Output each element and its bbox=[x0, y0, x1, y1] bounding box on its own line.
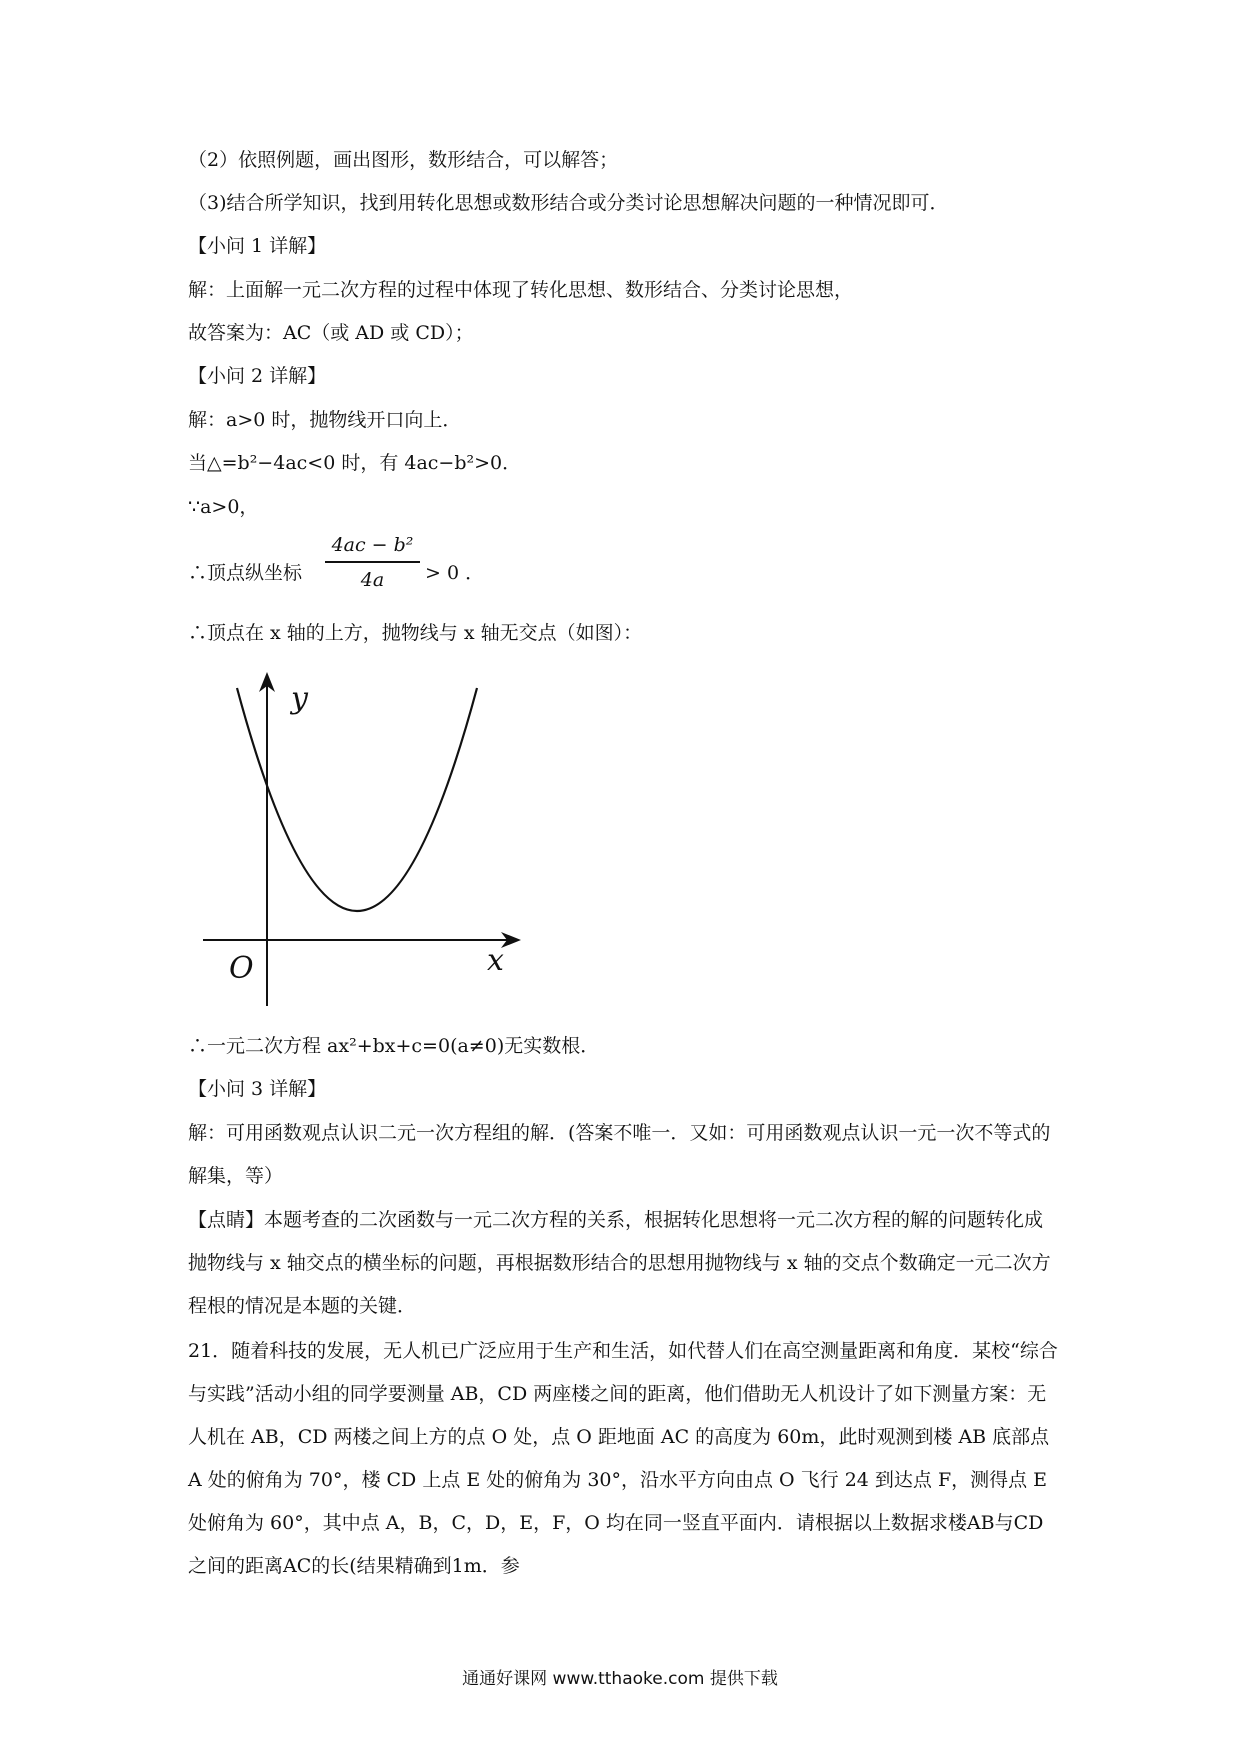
section-heading: 【小问 1 详解】 bbox=[188, 235, 327, 257]
page-footer: 通通好课网 www.tthaoke.com 提供下载 bbox=[462, 1669, 778, 1689]
solution-line: 解：a>0 时，抛物线开口向上． bbox=[188, 409, 462, 431]
vertex-line-prefix: ∴顶点纵坐标 bbox=[188, 562, 303, 584]
solution-line: （2）依照例题，画出图形，数形结合，可以解答； bbox=[188, 149, 619, 171]
question-paragraph: 21．随着科技的发展，无人机已广泛应用于生产和生活，如代替人们在高空测量距离和角度．某校“综合与实践”活动小组的同学要测量 AB，CD 两座楼之间的距离，他们借助无人机设计了如下测量方案：无人机在 AB，CD 两楼之间上方的点 O 处，点 O 距地面 AC 的高度为 60m，此时观测到楼 AB 底部点 A 处的俯角为 70°，楼 CD 上点 E 处的俯角为 30°，沿水平方向由点 O 飞行 24 到达点 F，测得点 E 处俯角为 60°，其中点 A，B，C，D，E，F，O 均在同一竖直平面内．请根据以上数据求楼AB与CD之间的距离AC的长(结果精确到1m．参 bbox=[188, 1340, 1058, 1577]
fraction-numerator: 4ac − b² bbox=[331, 534, 414, 556]
comment-paragraph: 【点睛】本题考查的二次函数与一元二次方程的关系，根据转化思想将一元二次方程的解的问题转化成抛物线与 x 轴交点的横坐标的问题，再根据数形结合的思想用抛物线与 x 轴的交点个数确定一元二次方程根的情况是本题的关键． bbox=[188, 1209, 1051, 1317]
origin-label: O bbox=[229, 951, 254, 986]
x-axis-label: x bbox=[487, 943, 504, 978]
section-heading: 【小问 3 详解】 bbox=[188, 1078, 327, 1100]
vertex-fraction bbox=[325, 536, 420, 590]
solution-line: ∴顶点在 x 轴的上方，抛物线与 x 轴无交点（如图）： bbox=[188, 622, 643, 644]
solution-line: （3)结合所学知识，找到用转化思想或数形结合或分类讨论思想解决问题的一种情况即可． bbox=[188, 192, 949, 214]
vertex-line-suffix: > 0 ． bbox=[425, 562, 485, 584]
solution-line: ∵a>0， bbox=[188, 496, 259, 518]
solution-paragraph: 解：可用函数观点认识二元一次方程组的解．(答案不唯一．又如：可用函数观点认识一元一次不等式的解集，等） bbox=[188, 1122, 1051, 1187]
solution-line: 解：上面解一元二次方程的过程中体现了转化思想、数形结合、分类讨论思想， bbox=[188, 279, 854, 301]
answer-line: 故答案为：AC（或 AD 或 CD）； bbox=[188, 322, 474, 344]
solution-line: 当△=b²−4ac<0 时，有 4ac−b²>0． bbox=[188, 452, 522, 474]
conclusion-line: ∴一元二次方程 ax²+bx+c=0(a≠0)无实数根． bbox=[188, 1035, 600, 1057]
parabola-curve bbox=[237, 688, 477, 911]
parabola-graph bbox=[195, 668, 525, 1008]
section-heading: 【小问 2 详解】 bbox=[188, 365, 327, 387]
y-axis-label: y bbox=[291, 681, 308, 716]
fraction-denominator: 4a bbox=[360, 568, 385, 591]
